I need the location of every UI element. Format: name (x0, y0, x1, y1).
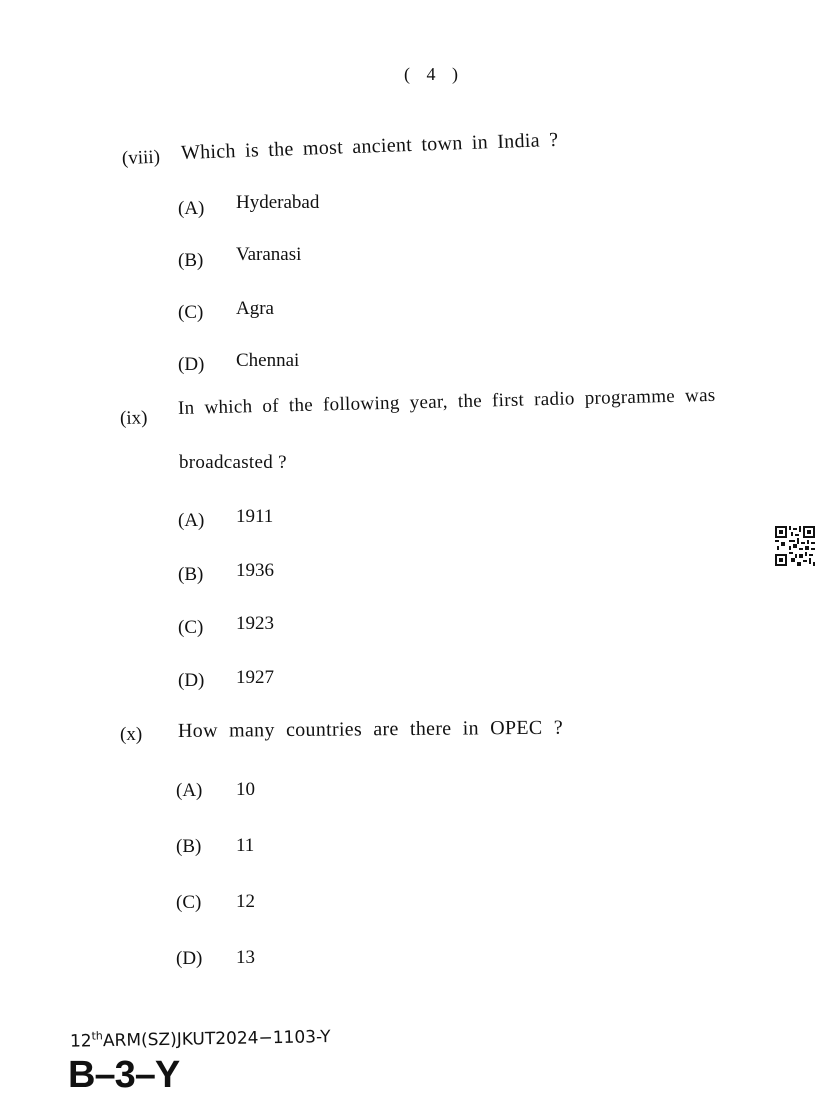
question-number: (x) (120, 724, 143, 745)
option-label: (D) (178, 354, 205, 375)
qr-code (775, 526, 815, 566)
option-text: 1936 (236, 560, 274, 581)
question-number: (viii) (121, 146, 161, 169)
option-label: (D) (178, 670, 205, 691)
option-label: (B) (178, 250, 204, 271)
option-text: Agra (236, 298, 274, 319)
option-label: (C) (176, 892, 202, 913)
option-text: 11 (236, 835, 255, 856)
option-text: Hyderabad (236, 192, 320, 213)
question-text: How many countries are there in OPEC ? (177, 716, 564, 742)
paper-code-sup: th (91, 1029, 103, 1043)
paper-code-rest: ARM(SZ)JKUT2024−1103-Y (102, 1027, 331, 1052)
option-label: (A) (178, 510, 205, 531)
option-text: 1923 (236, 613, 274, 634)
series-code: B–3–Y (68, 1054, 180, 1096)
option-label: (D) (176, 948, 203, 969)
option-text: 12 (236, 891, 255, 912)
option-text: 10 (236, 779, 255, 800)
option-label: (A) (178, 198, 205, 219)
question-number: (ix) (119, 407, 148, 429)
option-text: 1927 (236, 667, 274, 688)
question-text: Which is the most ancient town in India ? (180, 128, 559, 164)
paper-code (70, 1025, 331, 1051)
option-text: Chennai (236, 350, 300, 371)
option-label: (B) (178, 564, 204, 585)
option-label: (B) (176, 836, 202, 857)
option-text: 13 (236, 947, 255, 968)
page-number: ( 4 ) (404, 64, 464, 84)
option-text: 1911 (236, 506, 274, 527)
option-label: (A) (176, 780, 203, 801)
option-label: (C) (178, 617, 204, 638)
question-text-line1: In which of the following year, the first radio programme was (177, 384, 716, 419)
paper-code-prefix: 12 (69, 1031, 92, 1052)
option-text: Varanasi (236, 244, 302, 265)
question-text-line2: broadcasted ? (179, 452, 287, 473)
option-label: (C) (178, 302, 204, 323)
